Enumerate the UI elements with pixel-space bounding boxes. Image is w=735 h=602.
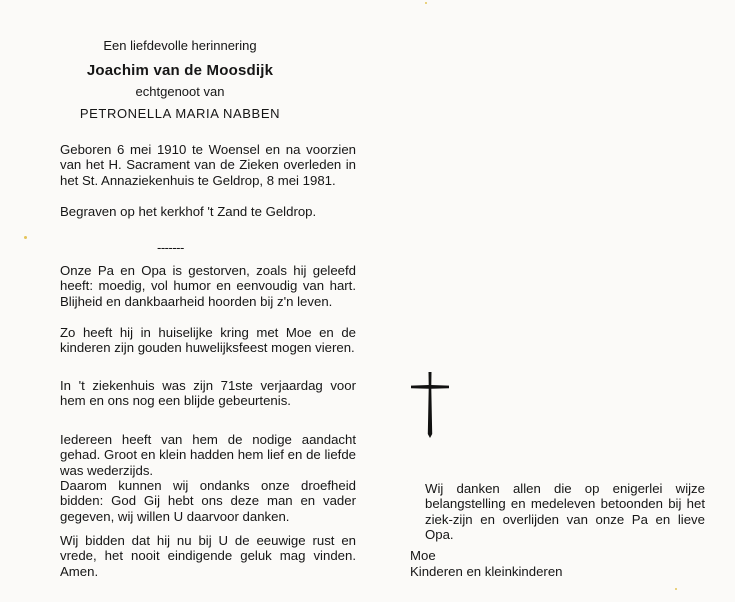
birth-death-paragraph: Geboren 6 mei 1910 te Woensel en na voorzien van het H. Sacrament van de Zieken overleden in het St. Annaziekenhuis te Geldrop, 8 mei 1981.: [60, 142, 356, 188]
cross-icon: [408, 370, 452, 440]
thanks-paragraph: Wij danken allen die op enigerlei wijze belangstelling en medeleven betoonden bij het ziek-zijn en overlijden van onze Pa en lieve Opa.: [425, 481, 705, 542]
spouse-name: PETRONELLA MARIA NABBEN: [79, 106, 281, 121]
divider: -------: [157, 240, 184, 255]
paragraph: Wij bidden dat hij nu bij U de eeuwige rust en vrede, het nooit eindigende geluk mag vinden. Amen.: [60, 533, 356, 579]
deceased-name: Joachim van de Moosdijk: [86, 62, 274, 79]
signature-line: Kinderen en kleinkinderen: [410, 564, 563, 579]
burial-paragraph: Begraven op het kerkhof 't Zand te Geldrop.: [60, 204, 317, 219]
relation-text: echtgenoot van: [135, 84, 225, 99]
signature-line: Moe: [410, 548, 436, 563]
paper-speck: [675, 588, 677, 590]
paragraph: In 't ziekenhuis was zijn 71ste verjaardag voor hem en ons nog een blijde gebeurtenis.: [60, 378, 356, 409]
paper-speck: [425, 2, 427, 4]
paragraph: Zo heeft hij in huiselijke kring met Moe en de kinderen zijn gouden huwelijksfeest mogen vieren.: [60, 325, 356, 356]
paragraph: Onze Pa en Opa is gestorven, zoals hij geleefd heeft: moedig, vol humor en eenvoudig van hart. Blijheid en dankbaarheid hoorden bij z'n leven.: [60, 263, 356, 309]
paragraph: Daarom kunnen wij ondanks onze droefheid bidden: God Gij hebt ons deze man en vader gegeven, wij willen U daarvoor danken.: [60, 478, 356, 524]
paragraph: Iedereen heeft van hem de nodige aandacht gehad. Groot en klein hadden hem lief en de liefde was wederzijds.: [60, 432, 356, 478]
intro-text: Een liefdevolle herinnering: [103, 38, 257, 53]
header-block: [60, 30, 356, 122]
paper-speck: [24, 236, 27, 239]
